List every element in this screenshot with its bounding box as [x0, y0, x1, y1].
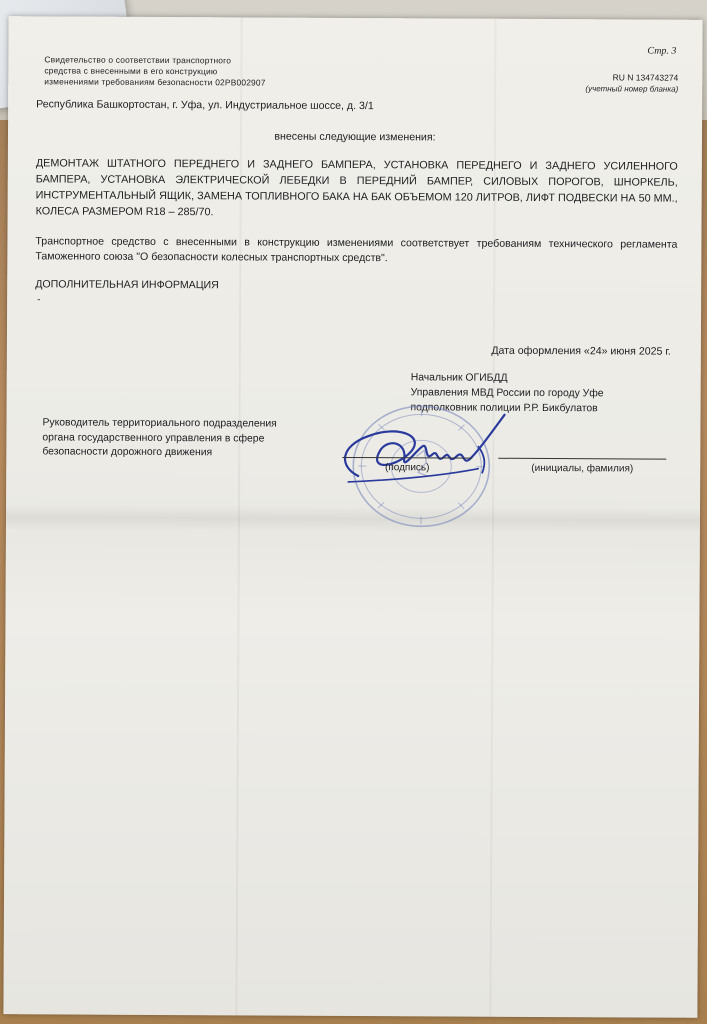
additional-info-value: - [37, 294, 41, 306]
additional-info-title: ДОПОЛНИТЕЛЬНАЯ ИНФОРМАЦИЯ [35, 278, 219, 292]
chief-line: Управления МВД России по городу Уфе [410, 387, 604, 400]
initials-line [498, 458, 666, 460]
address: Республика Башкортостан, г. Уфа, ул. Индустриальное шоссе, д. 3/1 [36, 98, 374, 113]
authority-head-line: Руководитель территориального подразделения [42, 417, 277, 430]
certificate-line: Свидетельство о соответствии транспортного [44, 54, 232, 66]
changes-caption: внесены следующие изменения: [274, 130, 436, 144]
signature-caption: (подпись) [384, 462, 430, 474]
handwritten-signature [328, 406, 515, 503]
conformity-statement: Транспортное средство с внесенными в конструкцию изменениями соответствует требованиям технического регламента Таможенного союза "О безопасности колесных транспортных средств". [35, 235, 678, 265]
authority-head-line: безопасности дорожного движения [42, 446, 213, 459]
page-number: Стр. 3 [647, 45, 677, 57]
document-page [3, 16, 702, 1018]
certificate-reference [44, 54, 314, 88]
certificate-line: средства с внесенными в его конструкцию [44, 65, 218, 77]
blank-number-block [585, 72, 678, 94]
chief-line: Начальник ОГИБДД [410, 372, 508, 384]
blank-number-caption: (учетный номер бланка) [585, 84, 679, 94]
blank-number: RU N 134743274 [612, 72, 679, 83]
authority-head-block [42, 416, 332, 461]
changes-text: ДЕМОНТАЖ ШТАТНОГО ПЕРЕДНЕГО И ЗАДНЕГО БАМПЕРА, УСТАНОВКА ПЕРЕДНЕГО И ЗАДНЕГО УСИЛЕННОГО БАМПЕРА, УСТАНОВКА ЭЛЕКТРИЧЕСКОЙ ЛЕБЕДКИ В ПЕРЕДНИЙ БАМПЕР, СИЛОВЫХ ПОРОГОВ, ШНОРКЕЛЬ, ИНСТРУМЕНТАЛЬНЫЙ ЯЩИК, ЗАМЕНА ТОПЛИВНОГО БАКА НА БАК ОБЪЕМОМ 120 ЛИТРОВ, ЛИФТ ПОДВЕСКИ НА 50 ММ., КОЛЕСА РАЗМЕРОМ R18 – 285/70. [35, 157, 678, 219]
issue-date: Дата оформления «24» июня 2025 г. [491, 344, 671, 358]
initials-caption: (инициалы, фамилия) [531, 462, 634, 475]
authority-head-line: органа государственного управления в сфере [42, 431, 265, 445]
certificate-line: изменениями требованиям безопасности 02PB002907 [44, 76, 266, 88]
chief-line: подполковник полиции Р.Р. Бикбулатов [410, 402, 598, 415]
